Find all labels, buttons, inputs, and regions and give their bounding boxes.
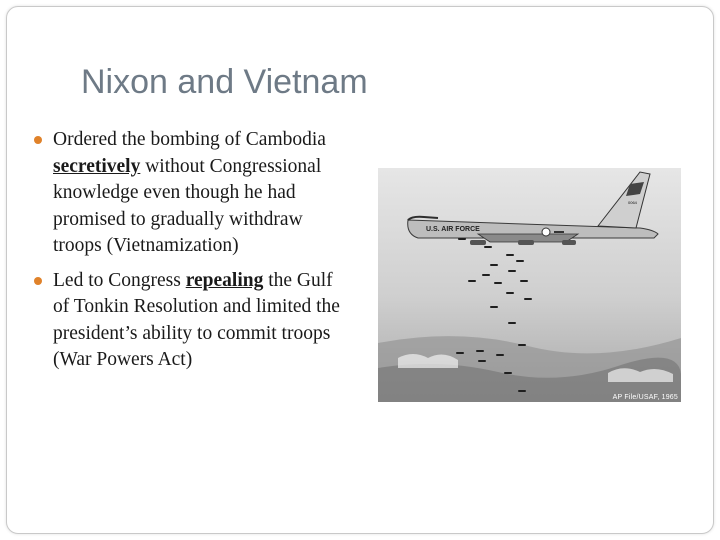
slide-title: Nixon and Vietnam <box>81 63 368 101</box>
bomb <box>520 280 528 282</box>
bullet-text: Ordered the bombing of Cambodia <box>53 129 326 150</box>
bomb <box>524 298 532 300</box>
bomb <box>490 306 498 308</box>
bomb <box>468 280 476 282</box>
bomb <box>518 390 526 392</box>
fuselage-lettering: U.S. AIR FORCE <box>426 226 480 233</box>
bomb <box>516 260 524 262</box>
bullet-text: the Gulf of Tonkin Resolution and limited the president’s ability to commit troops (War Powers Act) <box>53 269 340 370</box>
engine-pod <box>562 240 576 245</box>
bomb <box>494 282 502 284</box>
bomb <box>458 238 466 240</box>
bomb <box>506 254 514 256</box>
bomb <box>456 352 464 354</box>
bomb <box>478 360 486 362</box>
bomb <box>482 274 490 276</box>
bullet-marker <box>34 136 42 144</box>
tail-number: 0064 <box>628 200 637 205</box>
bomb <box>496 354 504 356</box>
bomb <box>518 344 526 346</box>
bomb <box>490 264 498 266</box>
engine-pod <box>470 240 486 245</box>
photo-credit: AP File/USAF, 1965 <box>612 394 678 401</box>
bomb <box>506 292 514 294</box>
bomb <box>508 322 516 324</box>
bullet-emphasis: repealing <box>185 269 264 291</box>
bullet-item <box>32 268 352 374</box>
bomb <box>484 246 492 248</box>
engine-pod <box>518 240 534 245</box>
roundel <box>542 228 550 236</box>
bomb <box>508 270 516 272</box>
bullet-text: without Congressional knowledge even though he had promised to gradually withdraw troops (Vietnamization) <box>53 155 322 256</box>
bomber-photo-illustration <box>378 168 681 402</box>
bomb <box>476 350 484 352</box>
bullet-marker <box>34 277 42 285</box>
bullet-text: Led to Congress <box>53 269 186 291</box>
bullet-item <box>32 127 352 260</box>
bomb <box>504 372 512 374</box>
bomber-photo <box>378 168 681 402</box>
bullet-emphasis: secretively <box>53 155 141 177</box>
bullet-list <box>32 127 352 382</box>
